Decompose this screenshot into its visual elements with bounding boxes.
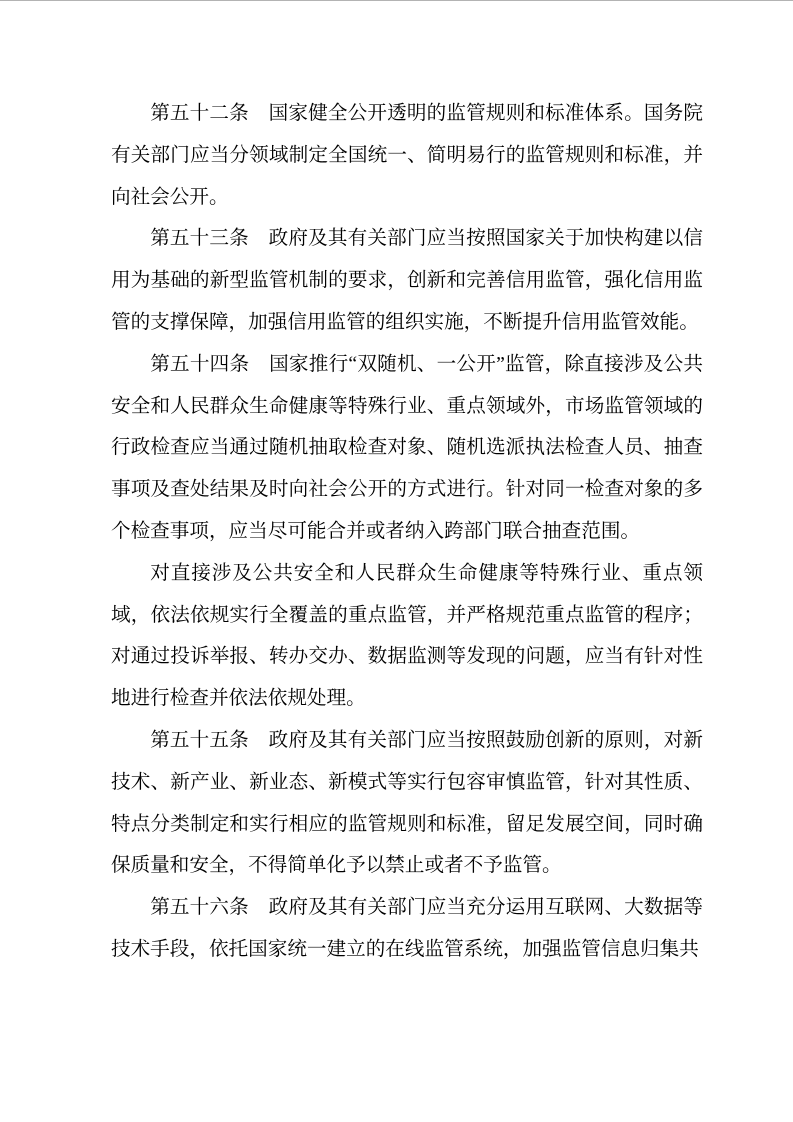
document-paragraph: 对直接涉及公共安全和人民群众生命健康等特殊行业、重点领域，依法依规实行全覆盖的重点监管，并严格规范重点监管的程序；对通过投诉举报、转办交办、数据监测等发现的问题，应当有针对性地进行检查并依法依规处理。 (111, 562, 703, 710)
document-paragraph: 第五十五条 政府及其有关部门应当按照鼓励创新的原则，对新技术、新产业、新业态、新模式等实行包容审慎监管，针对其性质、特点分类制定和实行相应的监管规则和标准，留足发展空间，同时确保质量和安全，不得简单化予以禁止或者不予监管。 (111, 729, 703, 877)
document-paragraph: 第五十四条 国家推行“双随机、一公开”监管，除直接涉及公共安全和人民群众生命健康等特殊行业、重点领域外，市场监管领域的行政检查应当通过随机抽取检查对象、随机选派执法检查人员、抽查事项及查处结果及时向社会公开的方式进行。针对同一检查对象的多个检查事项，应当尽可能合并或者纳入跨部门联合抽查范围。 (111, 353, 703, 542)
document-paragraph: 第五十六条 政府及其有关部门应当充分运用互联网、大数据等技术手段，依托国家统一建立的在线监管系统，加强监管信息归集共 (111, 897, 703, 960)
document-paragraph: 第五十二条 国家健全公开透明的监管规则和标准体系。国务院有关部门应当分领域制定全国统一、简明易行的监管规则和标准，并向社会公开。 (111, 103, 703, 208)
document-paragraph: 第五十三条 政府及其有关部门应当按照国家关于加快构建以信用为基础的新型监管机制的要求，创新和完善信用监管，强化信用监管的支撑保障，加强信用监管的组织实施，不断提升信用监管效能。 (111, 228, 703, 333)
document-body (111, 93, 703, 971)
